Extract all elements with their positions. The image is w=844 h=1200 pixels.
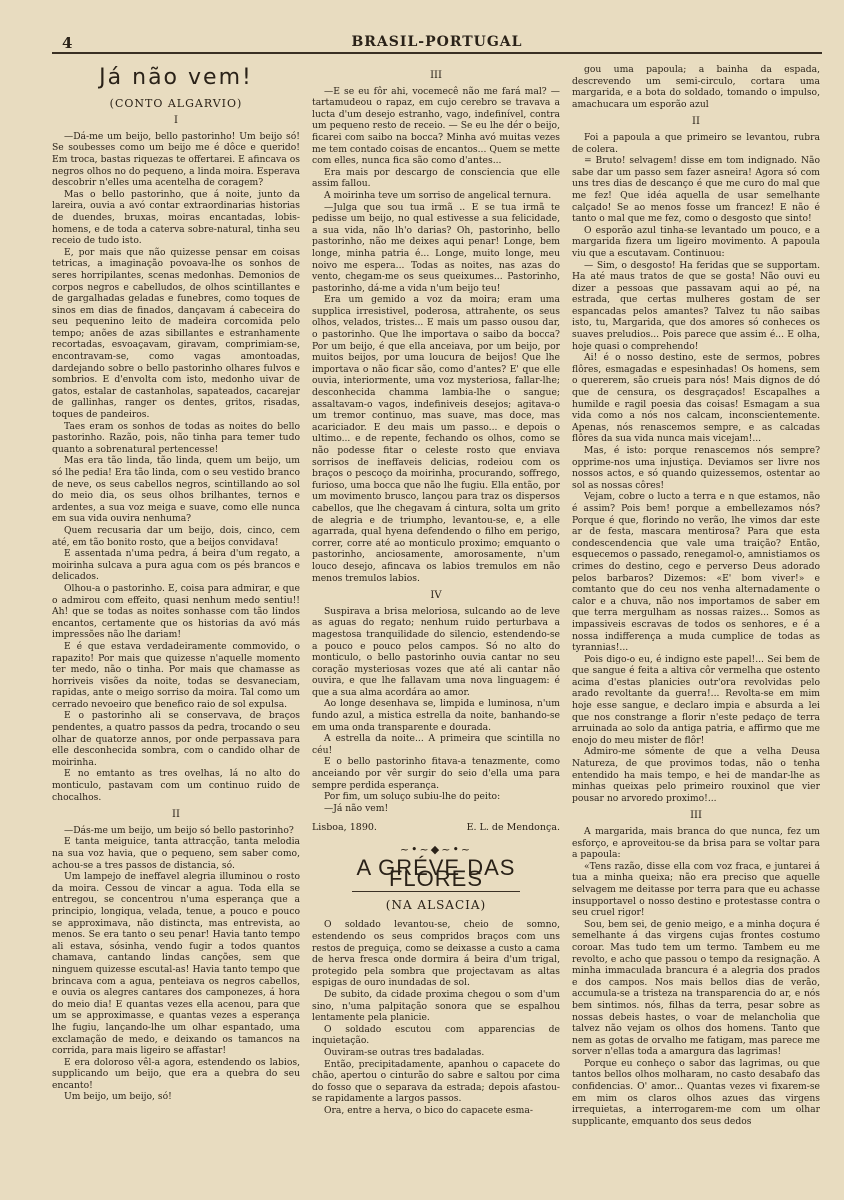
paragraph: E era doloroso vêl-a agora, estendendo os labios, supplicando um beijo, que era a quebra do seu encanto! <box>52 1056 300 1091</box>
column-1 <box>52 64 300 1184</box>
paragraph: Mas o bello pastorinho, que á noite, junto da lareira, ouvia a avó contar extraordinarias historias de duendes, bruxas, moiras encantadas, lobis-homens, e de toda a caterva sobre-natural, tinha seu receio de tudo isto. <box>52 188 300 247</box>
paragraph: —Dás-me um beijo, um beijo só bello pastorinho? <box>64 824 294 836</box>
signature <box>312 822 560 834</box>
paragraph: Ao longe desenhava se, limpida e luminosa, n'um fundo azul, a mistica estrella da noite, banhando-se em uma onda transparente e dourada. <box>312 698 560 733</box>
signature-author: E. L. de Mendonça. <box>466 822 560 834</box>
paragraph: E tanta meiguice, tanta attracção, tanta melodia na sua voz havia, que o pequeno, sem saber como, achou-se a tres passos de distancia, só. <box>52 836 300 871</box>
paragraph: — Sim, o desgosto! Ha feridas que se supportam. Ha até maus tratos de que se gosta! Não ouvi eu dizer a pessoas que passavam aqui ao pé, na estrada, que certas mulheres gostam de ser espancadas pelos amantes? Talvez tu não saibas isto, tu, Margarida, que dos amores só conheces os suaves preludios... Pois parece que assim é... E olha, hoje quasi o comprehendo! <box>572 259 820 352</box>
section-heading: III <box>430 70 442 81</box>
paragraph-group <box>312 606 560 815</box>
paragraph: O esporão azul tinha-se levantado um pouco, e a margarida fizera um ligeiro movimento. A papoula viu que a escutavam. Continuou: <box>572 224 820 259</box>
ornament-divider: ~•~◆~•~ <box>399 843 473 856</box>
paragraph: E assentada n'uma pedra, á beira d'um regato, a moirinha sulcava a pura agua com os pés brancos e delicados. <box>52 548 300 583</box>
paragraph: Um lampejo de ineffavel alegria illuminou o rosto da moira. Cessou de vincar a agua. Toda ella se entregou, se concentrou n'uma esperança que a principio, longiqua, velada, tenue, a pouco e pouco se approximava, não distincta, mas entrevista, ao menos. Se era tanto o seu penar! Havia tanto tempo ali estava, sósinha, vendo fugir a todos quantos chamava, cantando lindas canções, sem que ninguem quizesse escutal-as! Havia tanto tempo que brincava com a agua, penteiava os negros cabellos, e ouvia os alegres cantares dos camponezes, á hora do meio dia! E quantas vezes ella acenou, para que um se approximasse, e quantas vezes a esperança lhe fugiu, lançando-lhe um olhar espantado, uma exclamação de medo, e deixando os tamancos na corrida, para mais ligeiro se affastar! <box>52 871 300 1057</box>
section-heading: IV <box>430 590 442 602</box>
section-heading: II <box>172 809 180 821</box>
paragraph: A moirinha teve um sorriso de angelical ternura. <box>324 189 552 201</box>
paragraph: Foi a papoula a que primeiro se levantou, rubra de colera. <box>572 131 820 155</box>
paragraph: Quem recusaria dar um beijo, dois, cinco, cem até, em tão bonito rosto, que a beijos convidava! <box>52 524 300 548</box>
paragraph: «Tens razão, disse ella com voz fraca, e juntarei á tua a minha queixa; não era preciso que aquelle selvagem me deitasse por terra para que eu achasse insupportavel o nosso destino e protestasse contra o seu cruel rigor! <box>572 860 820 919</box>
paragraph-group <box>52 131 300 803</box>
section-heading: III <box>690 810 702 822</box>
paragraph: O soldado levantou-se, cheio de somno, estendendo os seus compridos braços com uns restos de preguiça, como se deixasse a custo a cama de herva fresca onde dormira á beira d'um trigal, protegido pela sombra que projectavam as altas espigas de ouro inundadas de sol. <box>312 919 560 989</box>
column-3 <box>572 64 820 1184</box>
paragraph: —Dá-me um beijo, bello pastorinho! Um beijo só! Se soubesses como um beijo me é dôce e querido! Em troca, bastas riquezas te offertarei. E afincava os negros olhos no do pequeno, a linda moira. Esperava descobrir n'elles uma acentelha de coragem? <box>52 130 300 189</box>
paragraph: Era mais por descargo de consciencia que elle assim fallou. <box>312 166 560 190</box>
paragraph-group <box>572 64 820 110</box>
paragraph: De subito, da cidade proxima chegou o som d'um sino, n'uma palpitação sonora que se espalhou lentamente pela planicie. <box>312 988 560 1024</box>
paragraph: Porque eu conheço o sabor das lagrimas, ou que tantos bellos olhos molharam, no casto desabafo das confidencias. O' amor... Quantas vezes vi fixarem-se em mim os claros olhos azues das virgens irrequietas, a interrogarem-me com um olhar supplicante, emquanto dos seus dedos <box>572 1057 820 1127</box>
paragraph: A margarida, mais branca do que nunca, fez um esforço, e aproveitou-se da brisa para se voltar para a papoula: <box>572 826 820 861</box>
paragraph-group <box>52 825 300 1103</box>
page-header <box>52 30 822 54</box>
column-2 <box>312 64 560 1184</box>
story-title: Já não vem! <box>99 65 253 90</box>
section-heading: II <box>692 116 700 128</box>
paragraph: Taes eram os sonhos de todas as noites do bello pastorinho. Razão, pois, não tinha para temer tudo quanto a sobrenatural pertencesse! <box>52 420 300 455</box>
paragraph: —Já não vem! <box>324 802 389 814</box>
paragraph: Ouviram-se outras tres badaladas. <box>324 1046 485 1058</box>
paragraph: Mas era tão linda, tão linda, quem um beijo, um só lhe pedia! Era tão linda, com o seu vestido branco de neve, os seus cabellos negros, scintillando ao sol do meio dia, os seus olhos brilhantes, ternos e ardentes, a sua voz meiga e suave, como elle nunca em sua vida ouvira nenhuma? <box>52 455 300 525</box>
paragraph-group <box>572 132 820 804</box>
paragraph: Vejam, cobre o lucto a terra e n que estamos, não é assim? Pois bem! porque a embellezamos nós? Porque é que, florindo no verão, lhe vimos dar este ar de festa, mascara mentirosa? Para que esta condescendencia que vale uma traição? Então, esquecemos o passado, renegamol-o, amnistiamos os crimes do destino, cego e perverso Deus adorado pelos barbaros? Dizemos: «E' bom viver!» e comtanto que do ceu nos venha alternadamente o calor e a chuva, não nos importamos de saber em que terra mergulham as nossas raizes... Somos as impassiveis escravas de todos os senhores, e é a nossa indifferença a muda cumplice de todas as tyrannias!... <box>572 491 820 654</box>
paragraph: Ora, entre a herva, o bico do capacete esma- <box>324 1104 533 1116</box>
paragraph: E, por mais que não quizesse pensar em coisas tetricas, a imaginação povoava-lhe os sonhos de seres horripilantes, scenas medonhas. Demonios de corpos negros e cabelludos, de olhos scintillantes e de gargalhadas geladas e funebres, como toques de sinos em dias de finados, dançavam á cabeceira do seu pequenino leito de madeira corcomida pelo tempo; anões de azas sibillantes e estranhamente recortadas, esvoaçavam, giravam, comprimiam-se, encontravam-se, como vagas amontoadas, dardejando sobre o bello pastorinho olhares fulvos e sombrios. E d'envolta com isto, medonho uivar de gatos, estalar de castanholas, sapateados, cacarejar de gallinhas, ranger os dentes, gritos, risadas, toques de pandeiros. <box>52 246 300 421</box>
paragraph: Pois digo-o eu, é indigno este papel!... Sei bem de que sangue é feita a altiva côr vermelha que ostento acima d'estas planicies outr'ora revolvidas pelo arado revoltante da guerra!... Revolta-se em mim hoje esse sangue, e declaro impia e absurda a lei que nos constrange a florir n'este pedaço de terra arruinada ao solo da antiga patria, e affirmo que me enojo do meu mister de flôr! <box>572 653 820 746</box>
paragraph: —E se eu fôr ahi, vocemecê não me fará mal? —tartamudeou o rapaz, em cujo cerebro se travava a lucta d'um desejo estranho, vago, indefinível, contra um pequeno resto de receio. — Se eu lhe dér o beijo, ficarei com saibo na bocca? Minha avó muitas vezes me tem contado coisas de encantos... Quem se mette com elles, nunca fica são como d'antes... <box>312 85 560 167</box>
paragraph: Era um gemido a voz da moira; eram uma supplica irresistivel, poderosa, attrahente, os seus olhos, velados, tristes... E mais um passo ousou dar, o pastorinho. Que lhe importava o saibo da bocca? Por um beijo, é que ella anceiava, por um beijo, por muitos beijos, por uma loucura de beijos! Que lhe importava o não ficar são, como d'antes? E' que elle ouvia, interiormente, uma voz mysteriosa, fallar-lhe; desconhecida chamma lambia-lhe o sangue; assaltavam-o vagos, indefiniveis desejos; agitava-o um tremor continuo, mas suave, mas doce, mas acariciador. E deu mais um passo... e depois o ultimo... e de repente, fechando os olhos, como se não podesse fitar o celeste rosto que enviava sorrisos de ineffaveis delicias, rodeiou com os braços o pescoço da moirinha, procurando, soffrego, furioso, uma bocca que não lhe fugiu. Ella então, por um movimento brusco, lançou para traz os dispersos cabellos, que lhe chegavam á cintura, solta um grito de alegria e de triumpho, levantou-se, e, a elle agarrada, qual hyena defendendo o filho em perigo, correr, corre até ao monticulo proximo; emquanto o pastorinho, anciosamente, amorosamente, n'um louco desejo, afincava os labios tremulos em não menos tremulos labios. <box>312 294 560 584</box>
paragraph: —Julga que sou tua irmã .. E se tua irmã te pedisse um beijo, no qual estivesse a sua felicidade, a sua vida, não lh'o darias? Oh, pastorinho, bello pastorinho, não me deixes aqui penar! Longe, bem longe, minha patria é... Longe, muito longe, meu noivo me espera... Todas as noites, nas azas do vento, chegam-me os seus queixumes... Pastorinho, pastorinho, dá-me a vida n'um beijo teu! <box>312 201 560 294</box>
paragraph: E o pastorinho ali se conservava, de braços pendentes, a quatro passos da pedra, trocando o seu olhar de quatorze annos, por onde perpassava para elle desconhecida sombra, com o candido olhar de moirinha. <box>52 710 300 768</box>
paragraph: E no emtanto as tres ovelhas, lá no alto do monticulo, pastavam com um continuo ruido de chocalhos. <box>52 768 300 803</box>
paragraph: = Bruto! selvagem! disse em tom indignado. Não sabe dar um passo sem fazer asneira! Agora só com uns tres dias de descanço é que me curo do mal que me fez! Que idéa aquella de usar semelhante calçado! Se ao menos fosse um francez! E não é tanto o mal que me fez, como o desgosto que sinto! <box>572 155 820 225</box>
paragraph: Então, precipitadamente, apanhou o capacete do chão, apertou o cinturão do sabre e saltou por cima do fosso que o separava da estrada; depois afastou-se rapidamente a largos passos. <box>312 1058 560 1105</box>
columns <box>52 64 822 1184</box>
paragraph: Mas, é isto: porque renascemos nós sempre? opprime-nos uma injustiça. Deviamos ser livre nos nossos actos, e só quando quizessemos, ostentar ao sol as nossas côres! <box>572 445 820 491</box>
paper-title: BRASIL-PORTUGAL <box>351 34 523 50</box>
paragraph: A estrella da noite... A primeira que scintilla no céu! <box>312 733 560 756</box>
signature-place: Lisboa, 1890. <box>312 822 377 834</box>
paragraph: E o bello pastorinho fitava-a tenazmente, como anceiando por vêr surgir do seio d'ella uma para sempre perdida esperança. <box>312 756 560 791</box>
paragraph: Por fim, um soluço subiu-lhe do peito: <box>324 791 501 803</box>
paragraph: Sou, bem sei, de genio meigo, e a minha doçura é semelhante á das virgens cujas frontes costumo coroar. Mas tudo tem um termo. Tambem eu me revolto, e acho que passou o tempo da resignação. A minha immaculada brancura é a alegria dos prados e dos campos. Nos mais bellos dias de verão, accumula-se a tristeza na transparencia do ar, e nós bem sintimos. nós, filhas da terra, pesar sobre as nossas debeis hastes, o voar de melancholia que talvez não vejam os olhos dos homens. Tanto que nem as gotas de orvalho me fatigam, mas parece me sorver n'ellas toda a amargura das lagrimas! <box>572 918 820 1058</box>
paragraph: gou uma papoula; a bainha da espada, descrevendo um semi-circulo, cortara uma margarida, e a bota do soldado, tomando o impulso, amachucara um esporão azul <box>572 64 820 110</box>
paragraph: Olhou-a o pastorinho. E, coisa para admirar, e que o admirou com effeito, quasi nenhum medo sentiu!! Ah! que se todas as noites sonhasse com tão lindos encantos, certamente que os historias da avó más impressões não lhe dariam! <box>52 582 300 641</box>
article-subtitle: (NA ALSACIA) <box>385 897 487 912</box>
paragraph-group <box>312 919 560 1116</box>
story-subtitle: (CONTO ALGARVIO) <box>109 96 243 110</box>
paragraph: Admiro-me sómente de que a velha Deusa Natureza, de que provimos todas, não o tenha entendido ha mais tempo, e hei de mandar-lhe as minhas queixas pelo primeiro rouxinol que vier pousar no arvoredo proximo!... <box>572 746 820 804</box>
paragraph-group <box>572 826 820 1127</box>
page-number: 4 <box>62 34 73 52</box>
paragraph: E é que estava verdadeiramente commovido, o rapazito! Por mais que quizesse n'aquelle momento ter medo, não o tinha. Por mais que chamasse as horriveis visões da noite, todas se desvaneciam, rapidas, ante o meigo sorriso da moira. Tal como um cerrado nevoeiro que benefico raio de sol expulsa. <box>52 640 300 710</box>
article-title: A GRÉVE DAS FLORES <box>356 854 516 892</box>
section-heading: I <box>174 115 178 127</box>
paragraph: Suspirava a brisa meloriosa, sulcando ao de leve as aguas do regato; nenhum ruido perturbava a magestosa tranquilidade do silencio, estendendo-se a pouco e pouco pelos campos. Só no alto do monticulo, o bello pastorinho ouvia cantar no seu coração mysteriosas vozes que até ali cantar não ouvira, e que lhe fallavam uma nova linguagem: é que a sua alma acordára ao amor. <box>312 605 560 698</box>
paragraph: Ai! é o nosso destino, este de sermos, pobres flôres, esmagadas e espesinhadas! Os homens, sem o quererem, são crueis para nós! Mais dignos de dó que de censura, os desgraçados! Escapalhes a humilde e ragil poesia das coisas! Esmagam a sua vida como a nós nos calcam, inconscientemente. Apenas, nós renascemos sempre, e as calcadas flôres da sua vida nunca mais vicejam!... <box>572 352 820 445</box>
paragraph-group <box>312 86 560 585</box>
paragraph: O soldado escutou com apparencias de inquietação. <box>312 1023 560 1047</box>
paragraph: Um beijo, um beijo, só! <box>64 1091 172 1103</box>
